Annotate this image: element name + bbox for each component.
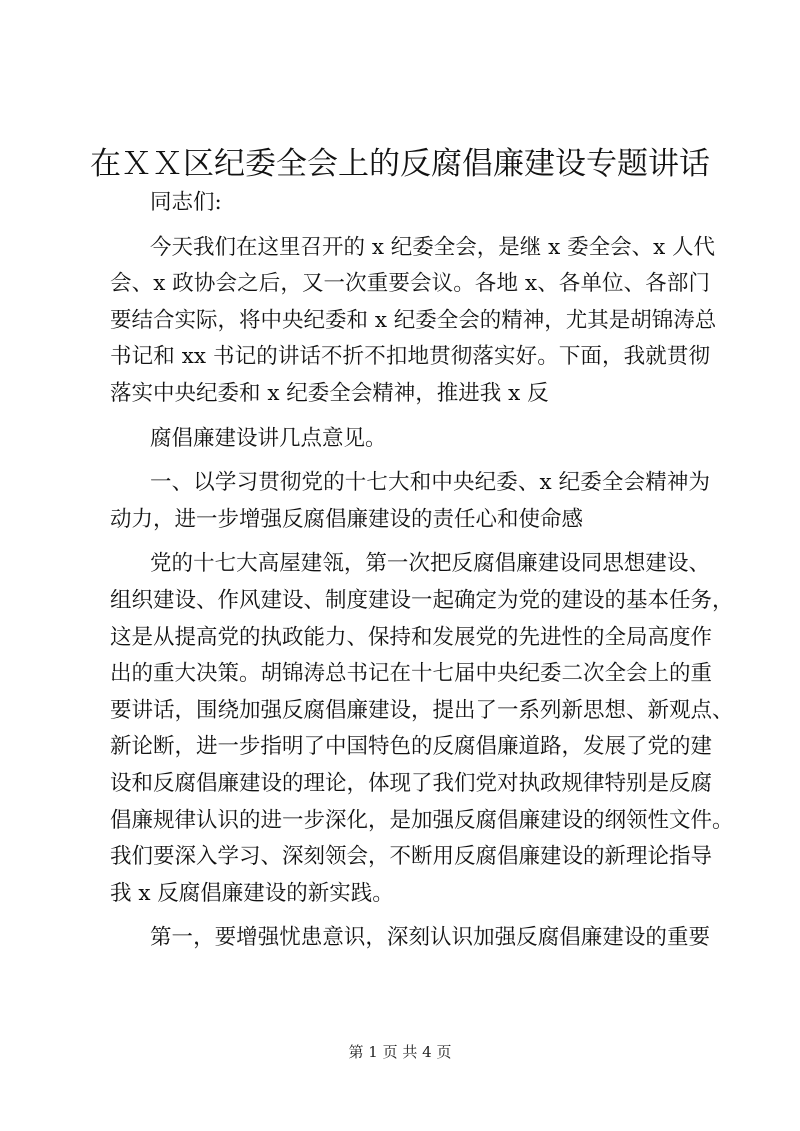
salutation-line: 同志们: [150, 190, 222, 215]
paragraph-3-line-7: 设和反腐倡廉建设的理论，体现了我们党对执政规律特别是反腐 [110, 770, 713, 796]
paragraph-3-line-1: 党的十七大高屋建瓴，第一次把反腐倡廉建设同思想建设、 [150, 551, 710, 577]
paragraph-2-line-1: 腐倡廉建设讲几点意见。 [150, 425, 387, 451]
section-heading-line-1: 一、以学习贯彻党的十七大和中央纪委、x 纪委全会精神为 [150, 470, 710, 496]
document-body [110, 185, 734, 957]
paragraph-3-line-8: 倡廉规律认识的进一步深化，是加强反腐倡廉建设的纲领性文件。 [110, 807, 734, 833]
paragraph-1-line-3: 要结合实际，将中央纪委和 x 纪委全会的精神，尤其是胡锦涛总 [110, 307, 717, 333]
paragraph-1-line-4: 书记和 xx 书记的讲话不折不扣地贯彻落实好。下面，我就贯彻 [110, 344, 710, 370]
paragraph-1-line-1: 今天我们在这里召开的 x 纪委全会，是继 x 委全会、x 人代 [150, 234, 716, 260]
paragraph-4-line-1: 第一，要增强忧患意识，深刻认识加强反腐倡廉建设的重要 [150, 925, 710, 951]
paragraph-3-line-2: 组织建设、作风建设、制度建设一起确定为党的建设的基本任务， [110, 587, 734, 613]
paragraph-3-line-4: 出的重大决策。胡锦涛总书记在十七届中央纪委二次全会上的重 [110, 661, 713, 687]
paragraph-1-line-2: 会、x 政协会之后，又一次重要会议。各地 x、各单位、各部门 [110, 271, 710, 297]
section-heading-line-2: 动力，进一步增强反腐倡廉建设的责任心和使命感 [110, 506, 584, 532]
paragraph-3-line-6: 新论断，进一步指明了中国特色的反腐倡廉道路，发展了党的建 [110, 734, 713, 760]
paragraph-3-line-3: 这是从提高党的执政能力、保持和发展党的先进性的全局高度作 [110, 624, 713, 650]
page-footer: 第 1 页 共 4 页 [348, 1043, 452, 1061]
paragraph-1-line-5: 落实中央纪委和 x 纪委全会精神，推进我 x 反 [110, 380, 549, 406]
document-title: 在ＸＸ区纪委全会上的反腐倡廉建设专题讲话 [90, 146, 710, 182]
paragraph-3-line-10: 我 x 反腐倡廉建设的新实践。 [110, 880, 394, 906]
paragraph-3-line-5: 要讲话，围绕加强反腐倡廉建设，提出了一系列新思想、新观点、 [110, 697, 734, 723]
paragraph-3-line-9: 我们要深入学习、深刻领会，不断用反腐倡廉建设的新理论指导 [110, 844, 713, 870]
